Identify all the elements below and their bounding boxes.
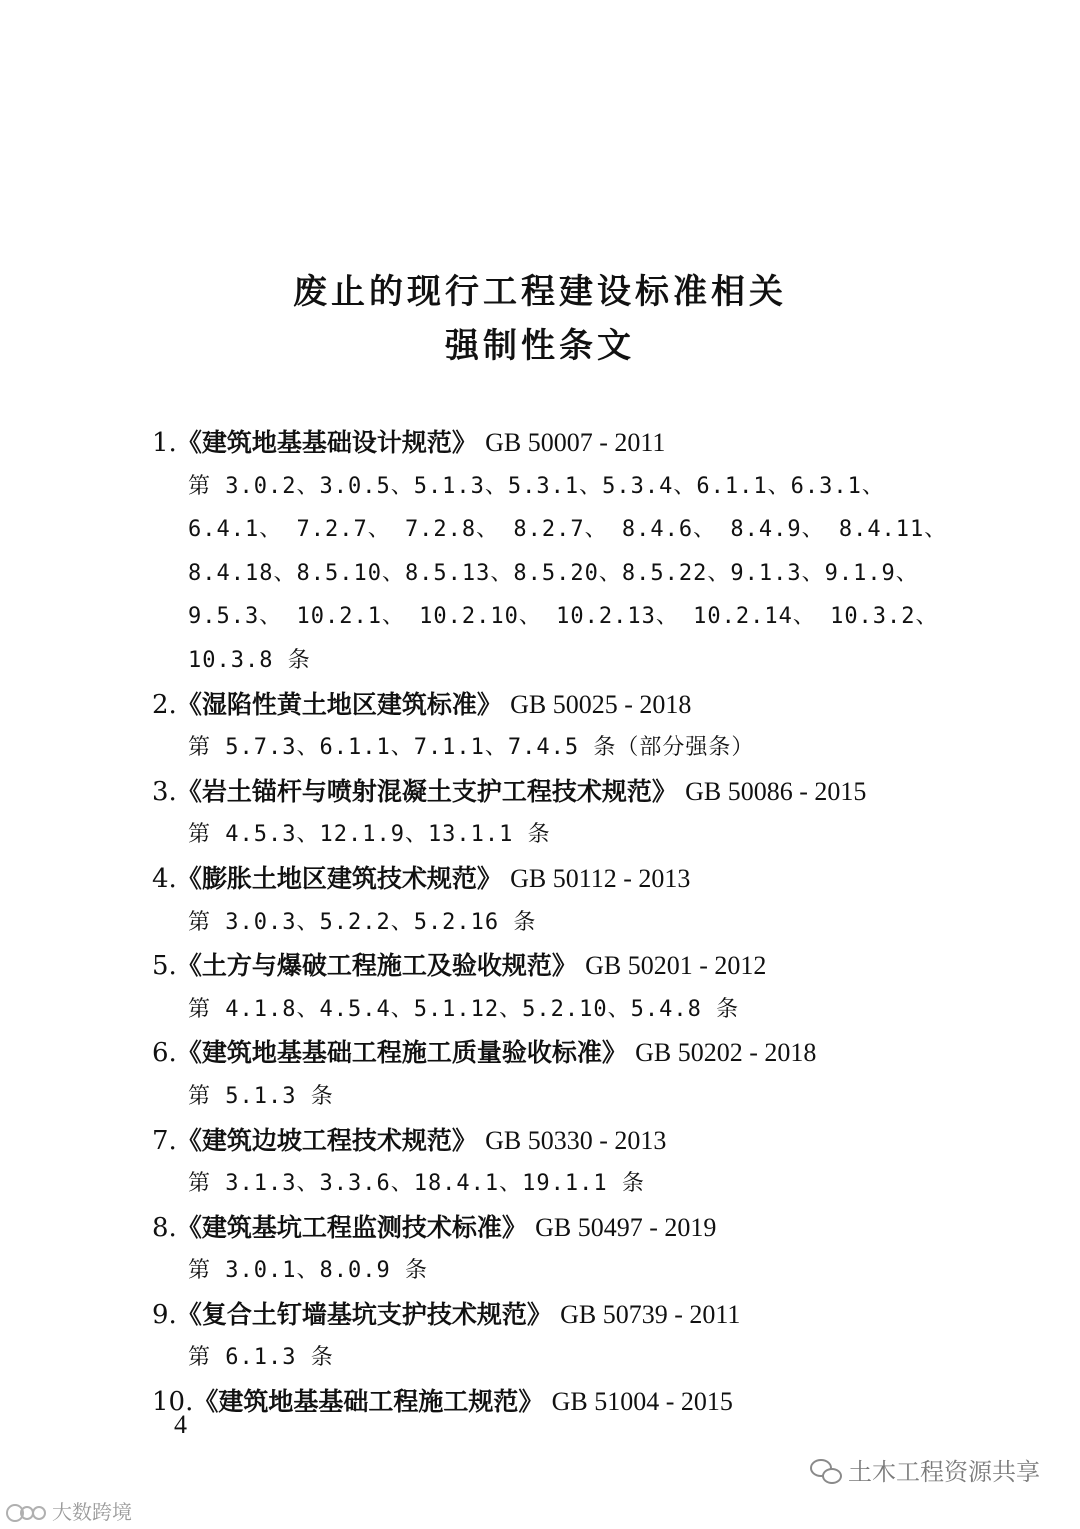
standard-code: GB 50202 - 2018	[635, 1038, 817, 1068]
clause-line: 第 3.1.3、3.3.6、18.4.1、19.1.1 条	[188, 1171, 645, 1197]
standard-entry-heading	[0, 857, 1080, 901]
standard-code: GB 50330 - 2013	[485, 1125, 667, 1155]
standard-name: 《建筑基坑工程监测技术标准》	[176, 1212, 527, 1242]
standard-name: 《土方与爆破工程施工及验收规范》	[176, 951, 577, 981]
brand-watermark	[6, 1496, 132, 1525]
clause-line: 第 4.1.8、4.5.4、5.1.12、5.2.10、5.4.8 条	[188, 996, 740, 1022]
entry-number: 10.	[152, 1387, 194, 1418]
brand-logo-icon	[6, 1500, 48, 1522]
entry-number: 1.	[152, 428, 177, 458]
standard-code: GB 51004 - 2015	[551, 1387, 733, 1417]
standard-entry-heading	[0, 421, 1080, 465]
standard-entry-heading	[0, 1031, 1080, 1075]
page-title-line-2: 强制性条文	[445, 326, 635, 366]
source-watermark-text: 土木工程资源共享	[848, 1458, 1040, 1486]
standard-entry-heading	[0, 1206, 1080, 1250]
clause-line: 第 5.7.3、6.1.1、7.1.1、7.4.5 条（部分强条）	[188, 735, 755, 761]
clause-line: 10.3.8 条	[188, 647, 311, 673]
standard-name: 《建筑地基基础设计规范》	[176, 428, 477, 457]
brand-watermark-text: 大数跨境	[52, 1500, 132, 1524]
clause-line: 9.5.3、 10.2.1、 10.2.10、 10.2.13、 10.2.14、 10.3.2、	[188, 604, 939, 630]
clause-line: 第 3.0.3、5.2.2、5.2.16 条	[188, 909, 537, 935]
clause-line: 第 3.0.2、3.0.5、5.1.3、5.3.1、5.3.4、6.1.1、6.3.1、	[188, 473, 885, 499]
clause-line: 第 5.1.3 条	[188, 1083, 334, 1109]
standard-code: GB 50201 - 2012	[585, 951, 767, 981]
standard-code: GB 50739 - 2011	[560, 1299, 741, 1329]
page-title-line-1: 废止的现行工程建设标准相关	[293, 272, 787, 312]
page-number: 4	[174, 1410, 187, 1439]
entry-number: 7.	[152, 1125, 177, 1156]
standard-code: GB 50497 - 2019	[535, 1212, 717, 1242]
entry-number: 9.	[152, 1299, 177, 1330]
standard-name: 《建筑地基基础工程施工规范》	[193, 1387, 544, 1417]
source-watermark	[810, 1452, 1040, 1487]
standard-name: 《建筑地基基础工程施工质量验收标准》	[176, 1038, 627, 1068]
standard-entry-heading	[0, 683, 1080, 727]
standard-entry-heading	[0, 1119, 1080, 1163]
standard-code: GB 50086 - 2015	[685, 776, 867, 806]
standard-name: 《膨胀土地区建筑技术规范》	[176, 863, 502, 893]
entry-number: 2.	[152, 689, 177, 720]
standard-name: 《湿陷性黄土地区建筑标准》	[176, 689, 502, 719]
standard-name: 《岩土锚杆与喷射混凝土支护工程技术规范》	[176, 776, 677, 806]
standard-name: 《建筑边坡工程技术规范》	[176, 1125, 477, 1155]
clause-line: 第 3.0.1、8.0.9 条	[188, 1258, 428, 1284]
standard-entry-heading	[0, 944, 1080, 988]
clause-line: 第 4.5.3、12.1.9、13.1.1 条	[188, 822, 551, 848]
clause-line: 6.4.1、 7.2.7、 7.2.8、 8.2.7、 8.4.6、 8.4.9、 8.4.11、	[188, 517, 948, 543]
clause-line: 第 6.1.3 条	[188, 1345, 334, 1371]
standard-entry-heading	[0, 1293, 1080, 1337]
standard-name: 《复合土钉墙基坑支护技术规范》	[176, 1299, 552, 1329]
clause-line: 8.4.18、8.5.10、8.5.13、8.5.20、8.5.22、9.1.3、9.1.9、	[188, 560, 919, 586]
standards-list	[0, 421, 1080, 1424]
standard-code: GB 50112 - 2013	[510, 863, 691, 893]
standard-code: GB 50025 - 2018	[510, 689, 692, 719]
entry-number: 8.	[152, 1212, 177, 1243]
standard-code: GB 50007 - 2011	[485, 428, 666, 457]
standard-entry-heading	[0, 1380, 1080, 1424]
entry-number: 3.	[152, 776, 177, 807]
entry-number: 6.	[152, 1038, 177, 1069]
entry-number: 4.	[152, 863, 177, 894]
entry-number: 5.	[152, 951, 177, 982]
standard-entry-heading	[0, 770, 1080, 814]
wechat-icon	[810, 1457, 840, 1483]
